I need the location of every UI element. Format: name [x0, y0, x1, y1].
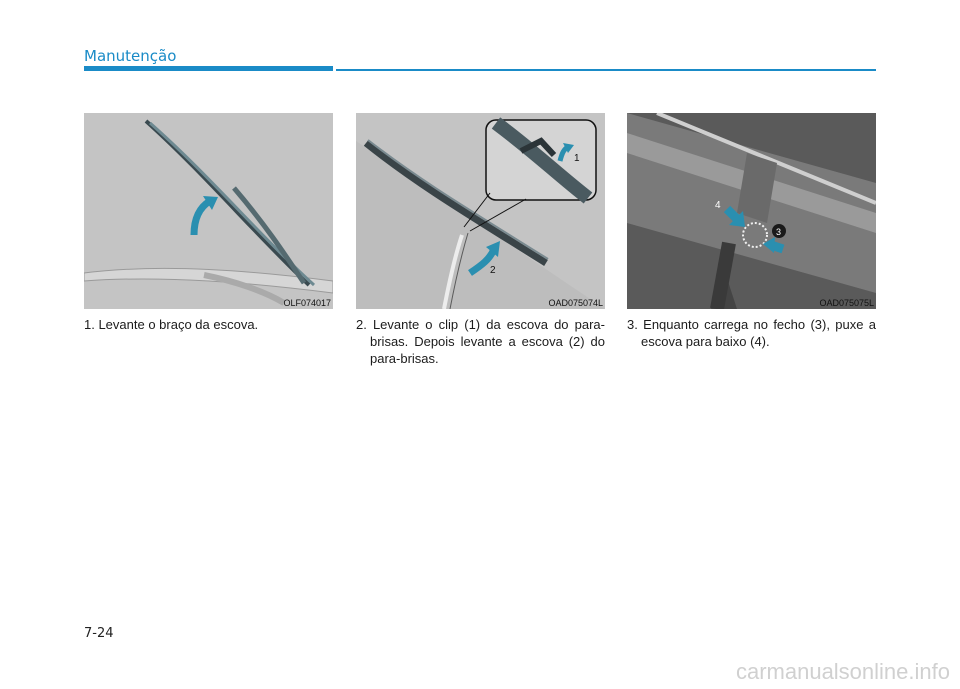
callout-2-label: 2	[490, 265, 496, 276]
step-3-text: 3. Enquanto carrega no fecho (3), puxe a escova para baixo (4).	[627, 317, 876, 349]
header-rule-thin	[336, 69, 876, 71]
lift-arrow-icon	[194, 196, 218, 235]
figure-code: OAD075075L	[819, 298, 874, 308]
callout-4-label: 4	[715, 200, 721, 211]
callout-3-label: 3	[776, 227, 782, 237]
header-rule-thick	[84, 66, 333, 71]
figure-pull-blade-down	[627, 113, 876, 309]
figure-code: OLF074017	[283, 298, 331, 308]
figure-lift-clip	[356, 113, 605, 309]
step-2-text: 2. Levante o clip (1) da escova do para-brisas. Depois levante a escova (2) do para-brisas.	[356, 317, 605, 366]
callout-1-label: 1	[574, 153, 580, 164]
step-1-text: 1. Levante o braço da escova.	[84, 317, 259, 332]
page-number: 7-24	[84, 626, 114, 641]
figure-code: OAD075074L	[548, 298, 603, 308]
watermark: carmanualsonline.info	[735, 659, 950, 684]
figure-lift-wiper-arm	[84, 113, 333, 309]
section-title: Manutenção	[84, 47, 177, 65]
